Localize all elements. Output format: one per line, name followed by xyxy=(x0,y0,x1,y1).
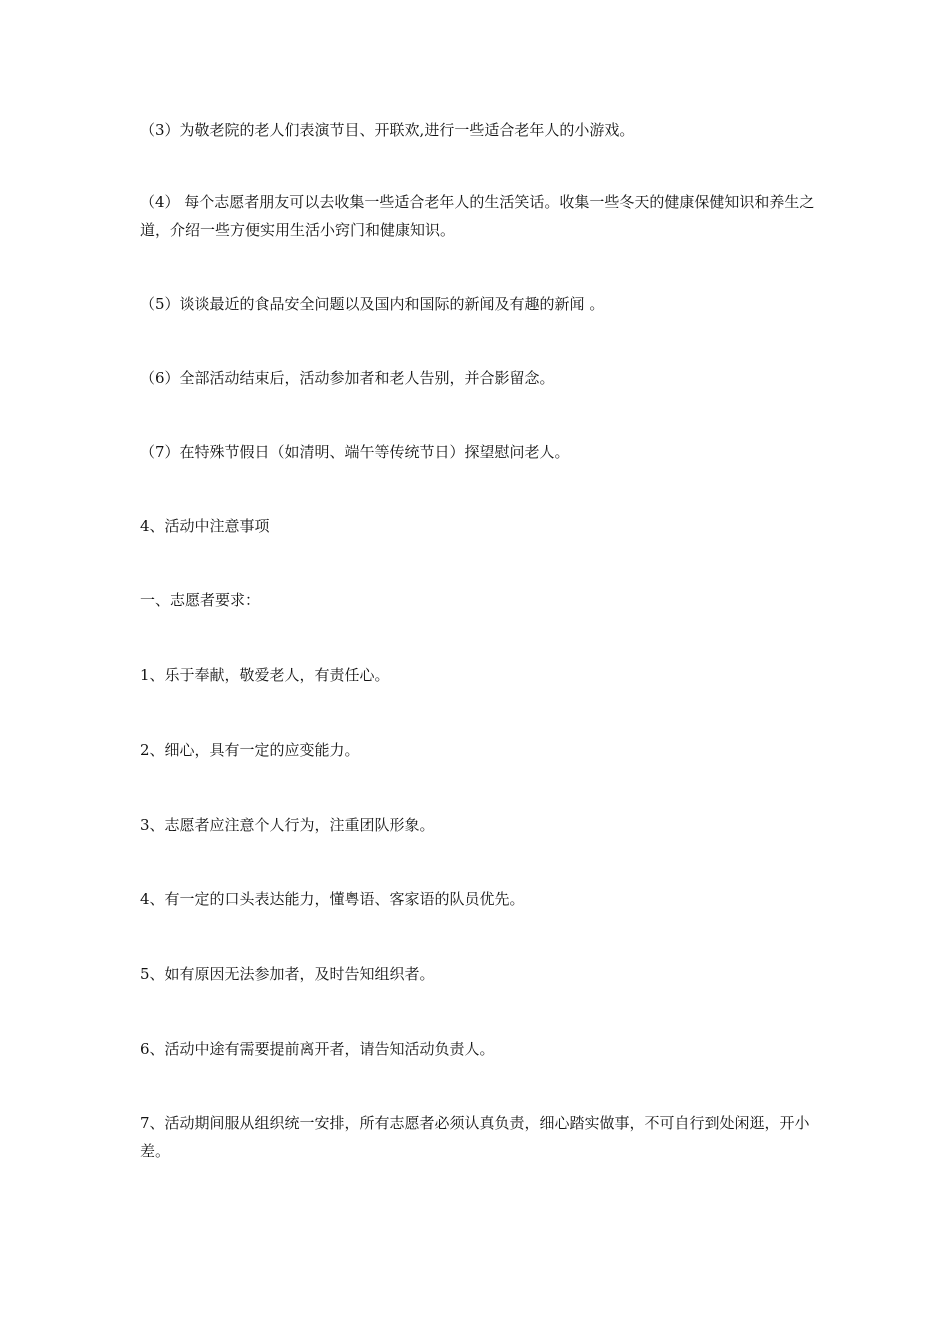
paragraph-item-7: （7）在特殊节假日（如清明、端午等传统节日）探望慰问老人。 xyxy=(140,443,570,461)
paragraph-item-6: （6）全部活动结束后，活动参加者和老人告别，并合影留念。 xyxy=(140,369,555,387)
requirement-item-2: 2、细心，具有一定的应变能力。 xyxy=(140,741,360,759)
requirement-item-7: 7、活动期间服从组织统一安排，所有志愿者必须认真负责，细心踏实做事，不可自行到处闲逛，开小差。 xyxy=(140,1114,810,1160)
requirement-item-1: 1、乐于奉献，敬爱老人，有责任心。 xyxy=(140,666,390,684)
requirement-item-4: 4、有一定的口头表达能力，懂粤语、客家语的队员优先。 xyxy=(140,890,525,908)
subheading-volunteer-requirements: 一、志愿者要求： xyxy=(140,591,261,609)
paragraph-item-3: （3）为敬老院的老人们表演节目、开联欢,进行一些适合老年人的小游戏。 xyxy=(140,121,635,139)
paragraph-item-5: （5）谈谈最近的食品安全问题以及国内和国际的新闻及有趣的新闻 。 xyxy=(140,295,605,313)
requirement-item-6: 6、活动中途有需要提前离开者，请告知活动负责人。 xyxy=(140,1040,495,1058)
requirement-item-3: 3、志愿者应注意个人行为，注重团队形象。 xyxy=(140,816,435,834)
paragraph-item-4: （4） 每个志愿者朋友可以去收集一些适合老年人的生活笑话。收集一些冬天的健康保健知识和养生之道，介绍一些方便实用生活小窍门和健康知识。 xyxy=(140,193,815,239)
requirement-item-5: 5、如有原因无法参加者，及时告知组织者。 xyxy=(140,965,435,983)
section-heading-precautions: 4、活动中注意事项 xyxy=(140,517,270,535)
